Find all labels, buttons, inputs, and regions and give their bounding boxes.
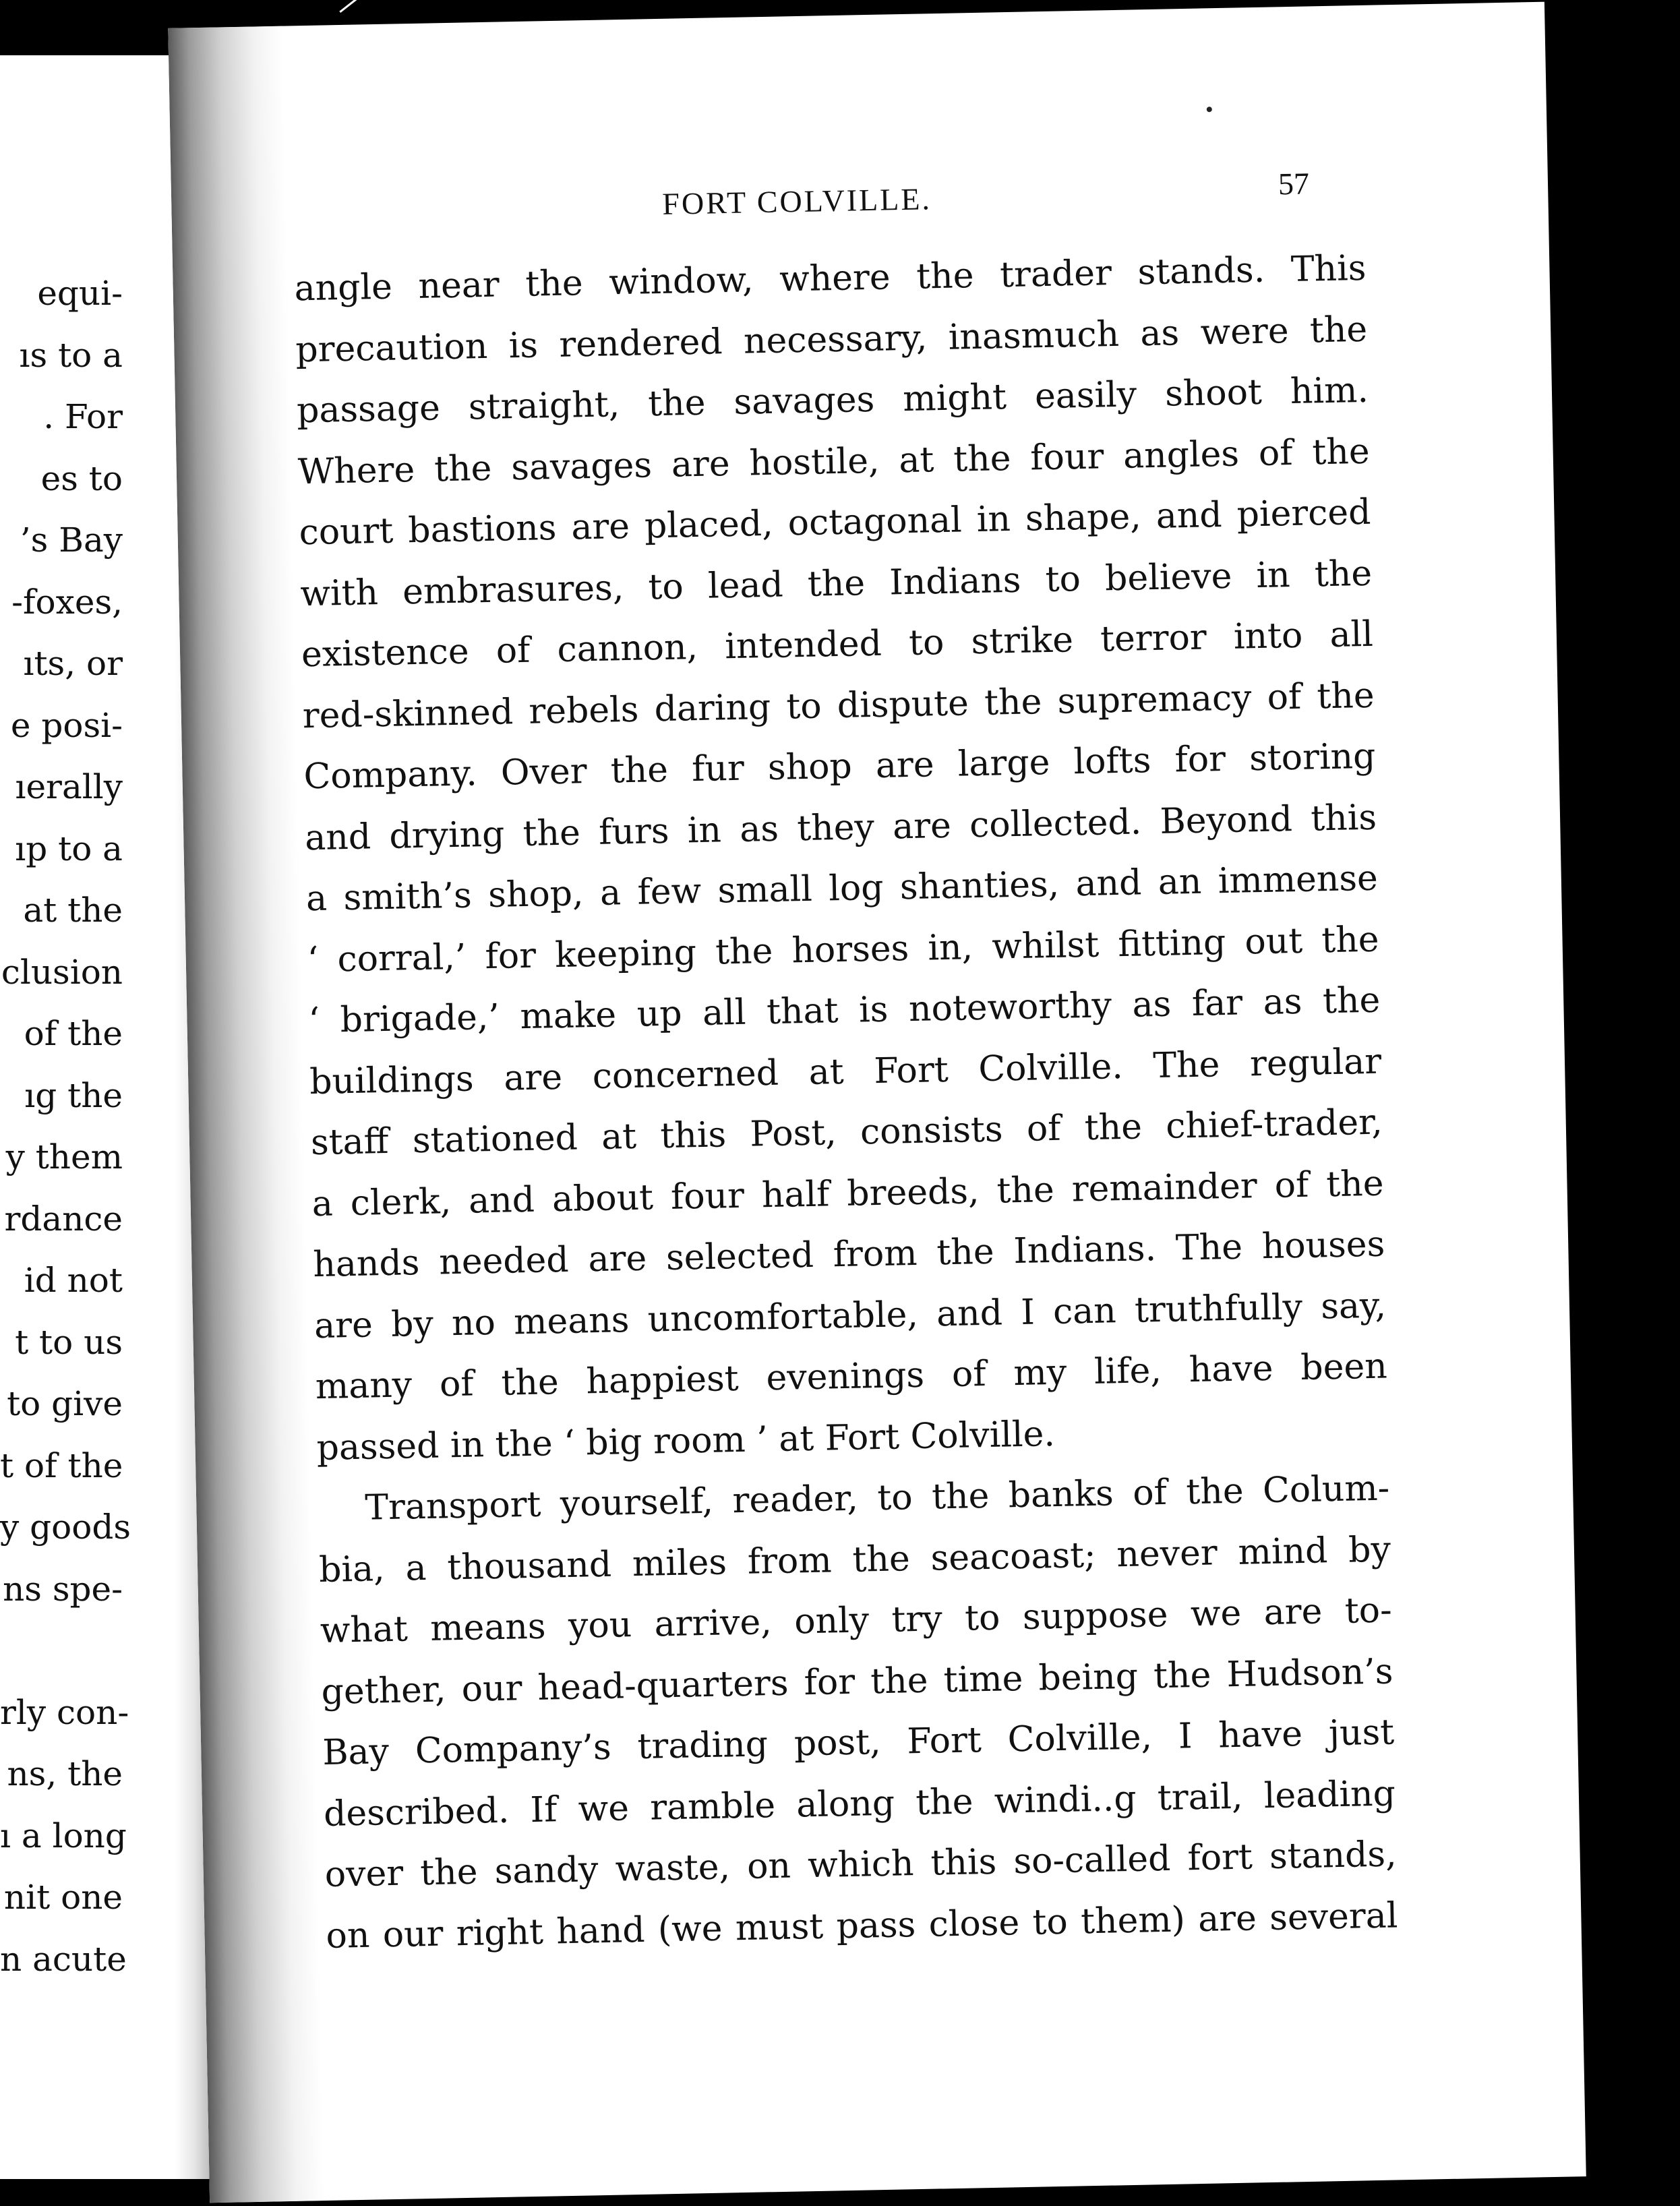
left-line: id not	[24, 1261, 123, 1300]
text-line: hands needed are selected from the Indians. The houses	[312, 1224, 1385, 1286]
body-text	[294, 238, 1398, 1967]
running-head	[171, 166, 1549, 243]
text-line: and drying the furs in as they are collected. Beyond this	[304, 797, 1377, 858]
left-line: of the	[24, 1014, 123, 1053]
text-line: staff stationed at this Post, consists of the chief-trader,	[310, 1102, 1383, 1164]
text-line: existence of cannon, intended to strike terror into all	[301, 614, 1374, 676]
text-line: precaution is rendered necessary, inasmuch as were the	[295, 309, 1368, 370]
left-line: ı a long	[0, 1816, 127, 1855]
ink-speck	[1207, 107, 1212, 112]
paragraph-start-line: Transport yourself, reader, to the banks of the Colum-	[364, 1468, 1390, 1528]
text-line: Company. Over the fur shop are large lofts for storing	[303, 736, 1376, 798]
running-title: FORT COLVILLE.	[661, 181, 932, 221]
left-line: rly con-	[0, 1692, 129, 1732]
text-line: ‘ brigade,’ make up all that is noteworthy as far as the	[307, 980, 1381, 1042]
text-line: bia, a thousand miles from the seacoast; never mind by	[318, 1529, 1391, 1590]
text-line: a smith’s shop, a few small log shanties, and an immense	[305, 858, 1379, 920]
text-line: ‘ corral,’ for keeping the horses in, whilst fitting out the	[307, 919, 1380, 980]
left-line: t of the	[0, 1445, 123, 1485]
left-line: . For	[43, 397, 123, 436]
text-line: gether, our head-quarters for the time being the Hudson’s	[321, 1650, 1393, 1712]
left-line: ıg the	[24, 1075, 123, 1115]
left-line: ns spe-	[3, 1569, 123, 1609]
left-line: y them	[5, 1137, 123, 1176]
left-line: -foxes,	[11, 582, 123, 622]
text-line: what means you arrive, only try to suppose we are to-	[320, 1590, 1393, 1651]
left-line: ’s Bay	[20, 520, 123, 560]
page-number: 57	[1278, 166, 1310, 202]
text-line: a clerk, and about four half breeds, the remainder of the	[311, 1163, 1385, 1224]
left-line: es to	[40, 458, 123, 498]
left-line: clusion	[1, 952, 123, 992]
text-line: with embrasures, to lead the Indians to believe in the	[299, 553, 1373, 614]
left-line-blank	[0, 1620, 123, 1682]
left-line: ıts, or	[23, 644, 123, 683]
left-line: to give	[7, 1384, 123, 1423]
text-line: are by no means uncomfortable, and I can truthfully say,	[313, 1285, 1387, 1346]
text-line: passage straight, the savages might easily shoot him.	[296, 369, 1369, 431]
text-line: over the sandy waste, on which this so-called fort stands,	[324, 1834, 1398, 1895]
left-line: nit one	[3, 1878, 123, 1917]
text-line: court bastions are placed, octagonal in shape, and pierced	[299, 491, 1371, 554]
paragraph-end-line: passed in the ‘ big room ’ at Fort Colville.	[316, 1413, 1056, 1468]
left-line: n acute	[0, 1939, 127, 1979]
text-line: Where the savages are hostile, at the four angles of the	[297, 431, 1371, 492]
left-line: ıp to a	[15, 829, 123, 868]
text-line: many of the happiest evenings of my life, have been	[315, 1346, 1388, 1408]
left-line: equi-	[37, 274, 123, 313]
right-page	[168, 2, 1586, 2203]
left-line: ns, the	[7, 1754, 123, 1793]
text-line: buildings are concerned at Fort Colville. The regular	[309, 1041, 1382, 1102]
text-line: on our right hand (we must pass close to them) are several	[326, 1895, 1398, 1957]
left-line: y goods	[0, 1508, 131, 1547]
left-line: rdance	[4, 1199, 123, 1239]
left-line: ıerally	[15, 767, 123, 806]
text-line: angle near the window, where the trader stands. This	[294, 247, 1367, 309]
left-line: at the	[23, 891, 123, 930]
text-line: described. If we ramble along the windi..g trail, leading	[323, 1772, 1396, 1835]
text-line: red-skinned rebels daring to dispute the supremacy of the	[302, 675, 1375, 736]
stray-pen-mark	[339, 0, 361, 13]
left-line: t to us	[15, 1322, 123, 1362]
text-line: Bay Company’s trading post, Fort Colville, I have just	[322, 1712, 1395, 1773]
left-line: ıs to a	[19, 335, 123, 375]
left-page-text	[0, 263, 131, 1990]
left-line: e posi-	[10, 705, 123, 745]
